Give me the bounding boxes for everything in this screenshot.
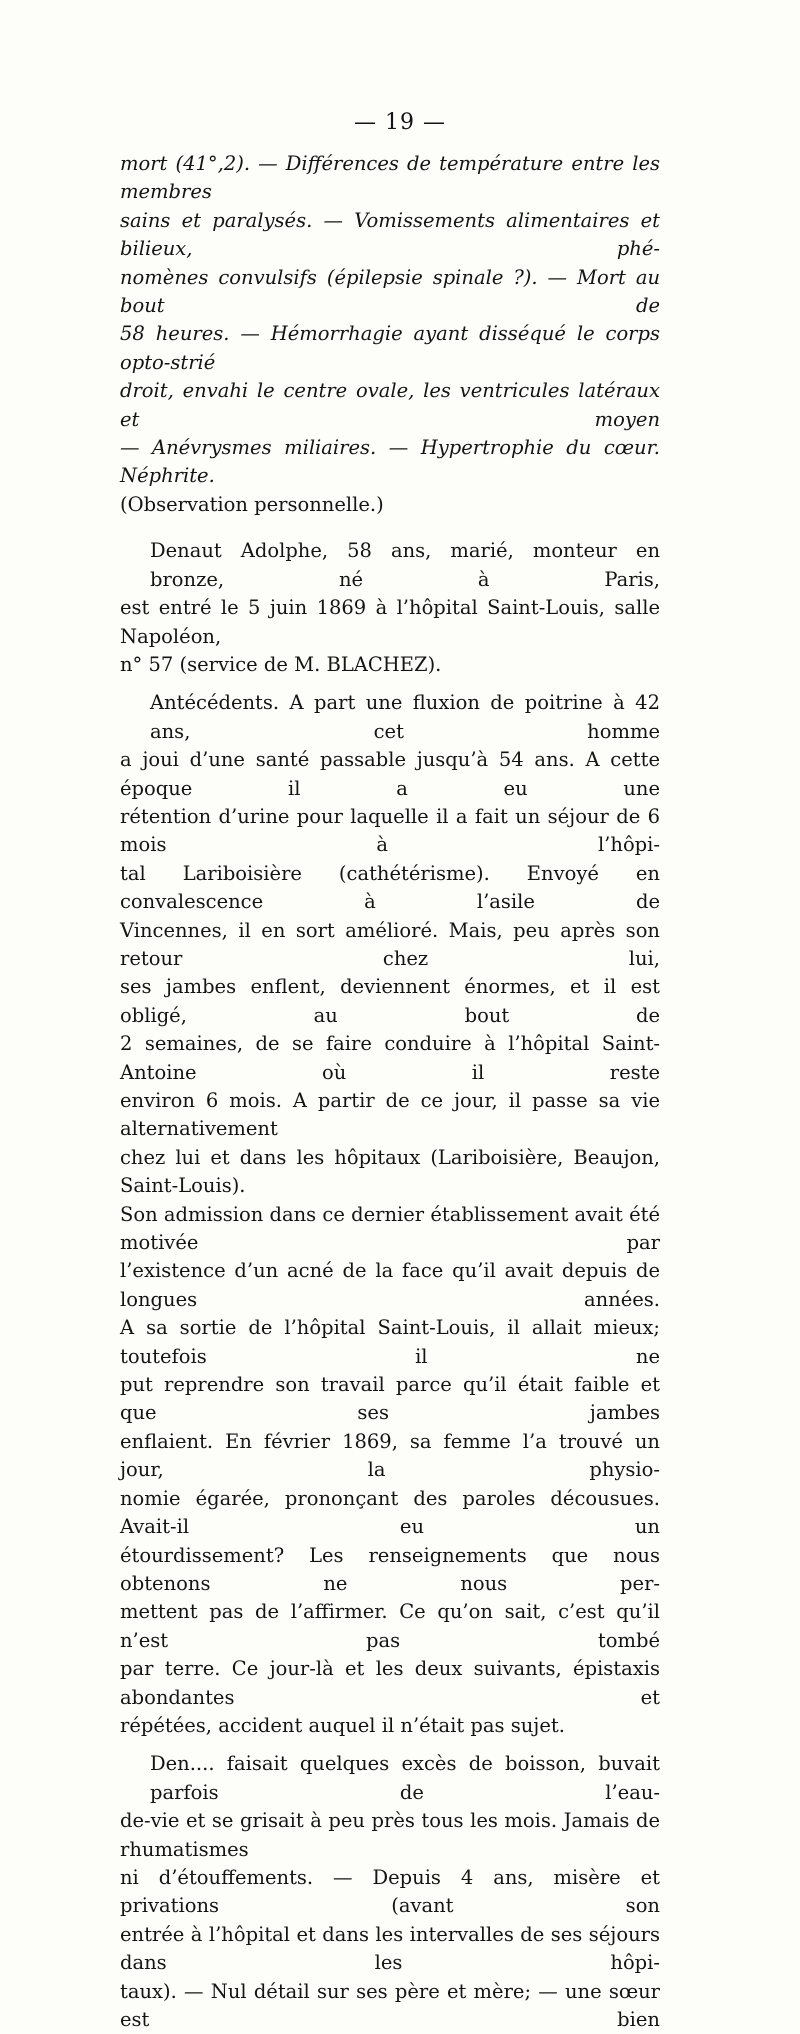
text-line: taux). — Nul détail sur ses père et mère; — une sœur est bien [120,1979,660,2031]
habits-paragraph [120,1750,660,2034]
page-number: — 19 — [354,110,446,135]
text-line: 2 semaines, de se faire conduire à l’hôpital Saint-Antoine où il reste [120,1032,660,1084]
text-line: sains et paralysés. — Vomissements alimentaires et bilieux, phé- [120,208,660,261]
text-line: rétention d’urine pour laquelle il a fait un séjour de 6 mois à l’hôpi- [120,804,660,857]
text-line: enflaient. En février 1869, sa femme l’a trouvé un jour, la physio- [120,1429,660,1482]
text-line: environ 6 mois. A partir de ce jour, il passe sa vie alternativement [120,1089,660,1141]
text-line: nomie égarée, prononçant des paroles décousues. Avait-il eu un [120,1486,660,1539]
text-line: tal Lariboisière (cathétérisme). Envoyé en convalescence à l’asile de [120,861,660,914]
patient-paragraph [120,537,660,679]
text-line: par terre. Ce jour-là et les deux suivants, épistaxis abondantes et [120,1657,660,1709]
text-line: Antécédents. A part une fluxion de poitrine à 42 ans, cet homme [150,691,660,743]
text-line: 58 heures. — Hémorrhagie ayant disséqué le corps opto-strié [120,322,660,374]
text-line: étourdissement? Les renseignements que nous obtenons ne nous per- [120,1543,660,1595]
text-line: l’existence d’un acné de la face qu’il avait depuis de longues années. [120,1259,660,1311]
text-line: ses jambes enflent, deviennent énormes, et il est obligé, au bout de [120,975,660,1027]
text-line: Denaut Adolphe, 58 ans, marié, monteur en bronze, né à Paris, [150,539,660,591]
text-line: Den.... faisait quelques excès de boisson, buvait parfois de l’eau- [150,1752,660,1804]
text-line: est entré le 5 juin 1869 à l’hôpital Saint-Louis, salle Napoléon, [120,596,660,648]
text-line: A sa sortie de l’hôpital Saint-Louis, il allait mieux; toutefois il ne [120,1316,660,1368]
text-line: put reprendre son travail parce qu’il était faible et que ses jambes [120,1373,660,1425]
text-line: Son admission dans ce dernier établissement avait été motivée par [120,1202,660,1255]
text-line: de-vie et se grisait à peu près tous les mois. Jamais de rhumatismes [120,1809,660,1861]
text-line: nomènes convulsifs (épilepsie spinale ?). — Mort au bout de [120,265,660,318]
text-line: ni d’étouffements. — Depuis 4 ans, misère et privations (avant son [120,1865,660,1918]
text-line: droit, envahi le centre ovale, les ventricules latéraux et moyen [120,379,660,431]
text-line: n° 57 (service de M. BLACHEZ). [120,652,442,676]
text-line: chez lui et dans les hôpitaux (Lariboisière, Beaujon, Saint-Louis). [120,1145,660,1198]
text-line: mettent pas de l’affirmer. Ce qu’on sait, c’est qu’il n’est pas tombé [120,1600,660,1652]
antecedents-paragraph [120,689,660,1740]
page-body [120,150,660,2034]
text-line: mort (41°,2). — Différences de température entre les membres [120,152,660,204]
text-line: — Anévrysmes miliaires. — Hypertrophie du cœur. Néphrite. [120,436,660,488]
text-line: entrée à l’hôpital et dans les intervalles de ses séjours dans les hôpi- [120,1922,660,1975]
text-line: (Observation personnelle.) [120,492,384,516]
summary-paragraph [120,150,660,519]
text-line: Vincennes, il en sort amélioré. Mais, peu après son retour chez lui, [120,918,660,970]
text-line: répétées, accident auquel il n’était pas sujet. [120,1713,565,1737]
text-line: a joui d’une santé passable jusqu’à 54 ans. A cette époque il a eu une [120,748,660,800]
